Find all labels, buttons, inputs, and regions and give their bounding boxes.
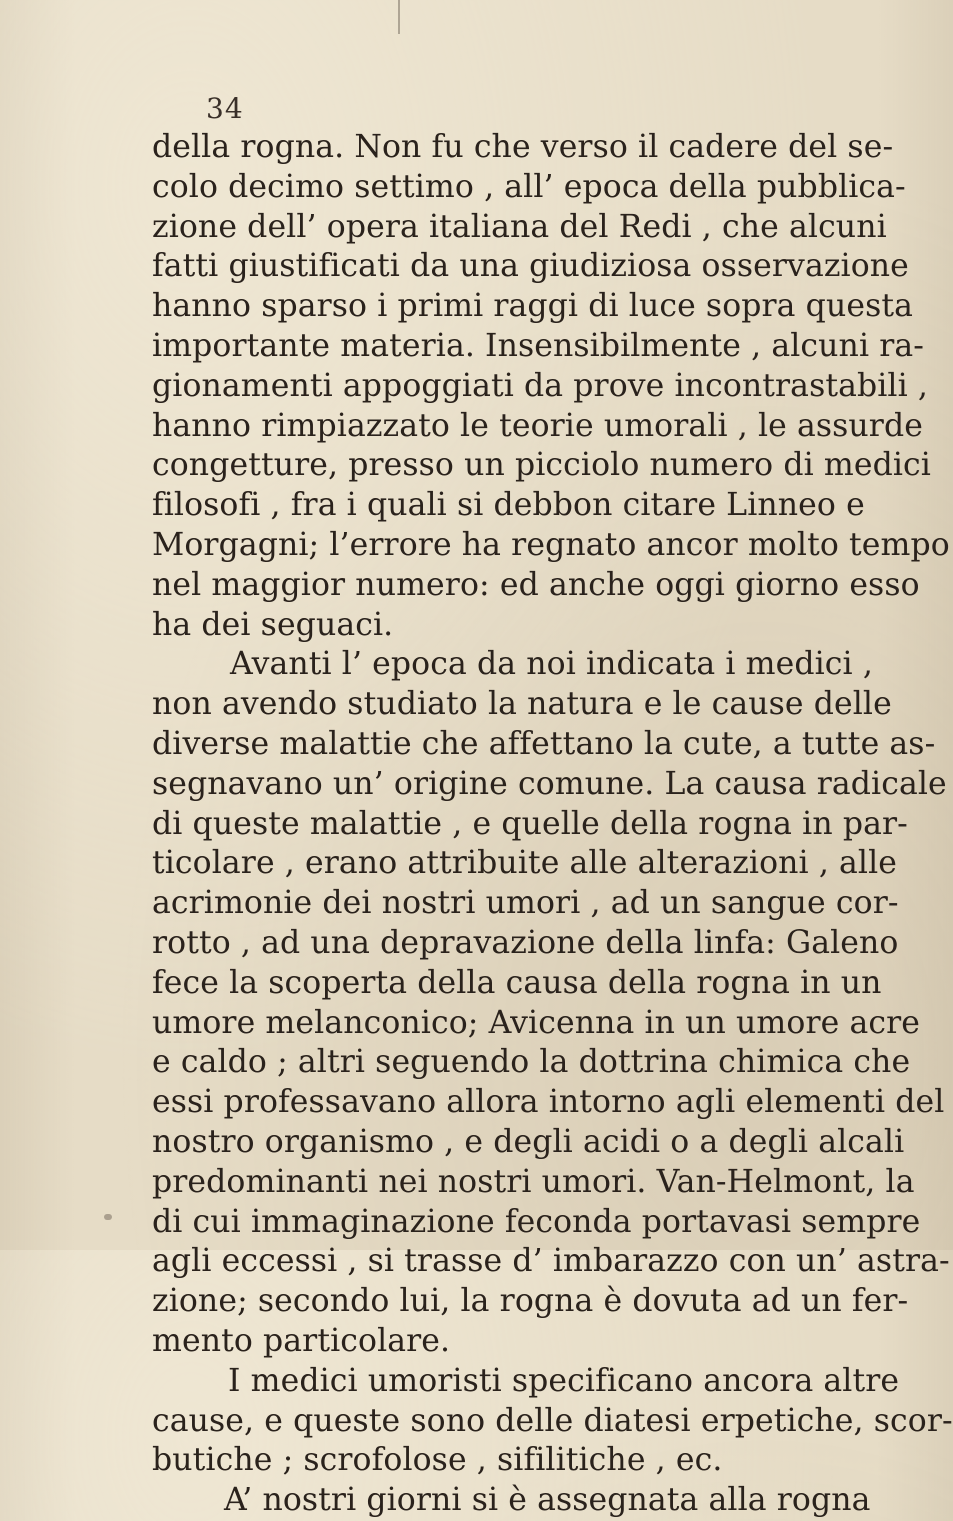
- text-line: Morgagni; l’errore ha regnato ancor molto tempo: [152, 526, 950, 563]
- text-line: congetture, presso un picciolo numero di medici: [152, 447, 931, 484]
- text-line: non avendo studiato la natura e le cause delle: [152, 686, 892, 723]
- text-line: importante materia. Insensibilmente , alcuni ra-: [152, 327, 925, 364]
- text-line: fece la scoperta della causa della rogna in un: [152, 964, 882, 1001]
- text-line: umore melanconico; Avicenna in un umore acre: [152, 1004, 920, 1041]
- text-line: zione dell’ opera italiana del Redi , che alcuni: [152, 208, 887, 245]
- paragraph-start-line: I medici umoristi specificano ancora altre: [228, 1362, 900, 1399]
- text-line: acrimonie dei nostri umori , ad un sangue cor-: [152, 885, 899, 922]
- text-line: nostro organismo , e degli acidi o a degli alcali: [152, 1123, 905, 1160]
- paragraph-end-line: ha dei seguaci.: [152, 606, 394, 643]
- text-line: agli eccessi , si trasse d’ imbarazzo con un’ astra-: [152, 1243, 950, 1280]
- text-line: zione; secondo lui, la rogna è dovuta ad un fer-: [152, 1283, 909, 1320]
- paragraph-end-line: butiche ; scrofolose , sifilitiche , ec.: [152, 1442, 723, 1479]
- text-line: fatti giustificati da una giudiziosa osservazione: [152, 248, 909, 285]
- text-line: essi professavano allora intorno agli elementi del: [152, 1084, 945, 1121]
- paragraph-start-line: Avanti l’ epoca da noi indicata i medici ,: [230, 646, 873, 683]
- page-number: 34: [206, 92, 244, 125]
- text-line: diverse malattie che affettano la cute, a tutte as-: [152, 725, 936, 762]
- text-line: della rogna. Non fu che verso il cadere del se-: [152, 129, 894, 165]
- text-line: e caldo ; altri seguendo la dottrina chimica che: [152, 1044, 911, 1081]
- text-line: di queste malattie , e quelle della rogna in par-: [152, 805, 908, 842]
- text-line: rotto , ad una depravazione della linfa: Galeno: [152, 924, 899, 961]
- paragraph-start-line: A’ nostri giorni si è assegnata alla rogna: [224, 1482, 871, 1519]
- text-line: gionamenti appoggiati da prove incontrastabili ,: [152, 367, 928, 404]
- body-text: [152, 128, 953, 1521]
- text-line: hanno sparso i primi raggi di luce sopra questa: [152, 288, 913, 325]
- text-line: nel maggior numero: ed anche oggi giorno esso: [152, 566, 920, 603]
- text-line: predominanti nei nostri umori. Van-Helmont, la: [152, 1163, 915, 1200]
- text-line: segnavano un’ origine comune. La causa radicale: [152, 765, 947, 802]
- paragraph-end-line: mento particolare.: [152, 1322, 451, 1359]
- text-line: colo decimo settimo , all’ epoca della pubblica-: [152, 168, 906, 205]
- text-line: filosofi , fra i quali si debbon citare Linneo e: [152, 487, 865, 524]
- text-line: cause, e queste sono delle diatesi erpetiche, scor-: [152, 1402, 953, 1439]
- text-line: ticolare , erano attribuite alle alterazioni , alle: [152, 845, 898, 882]
- text-line: di cui immaginazione feconda portavasi sempre: [152, 1203, 921, 1240]
- text-line: hanno rimpiazzato le teorie umorali , le assurde: [152, 407, 923, 444]
- paper-blemish: [398, 0, 400, 34]
- paper-blemish: [104, 1214, 112, 1220]
